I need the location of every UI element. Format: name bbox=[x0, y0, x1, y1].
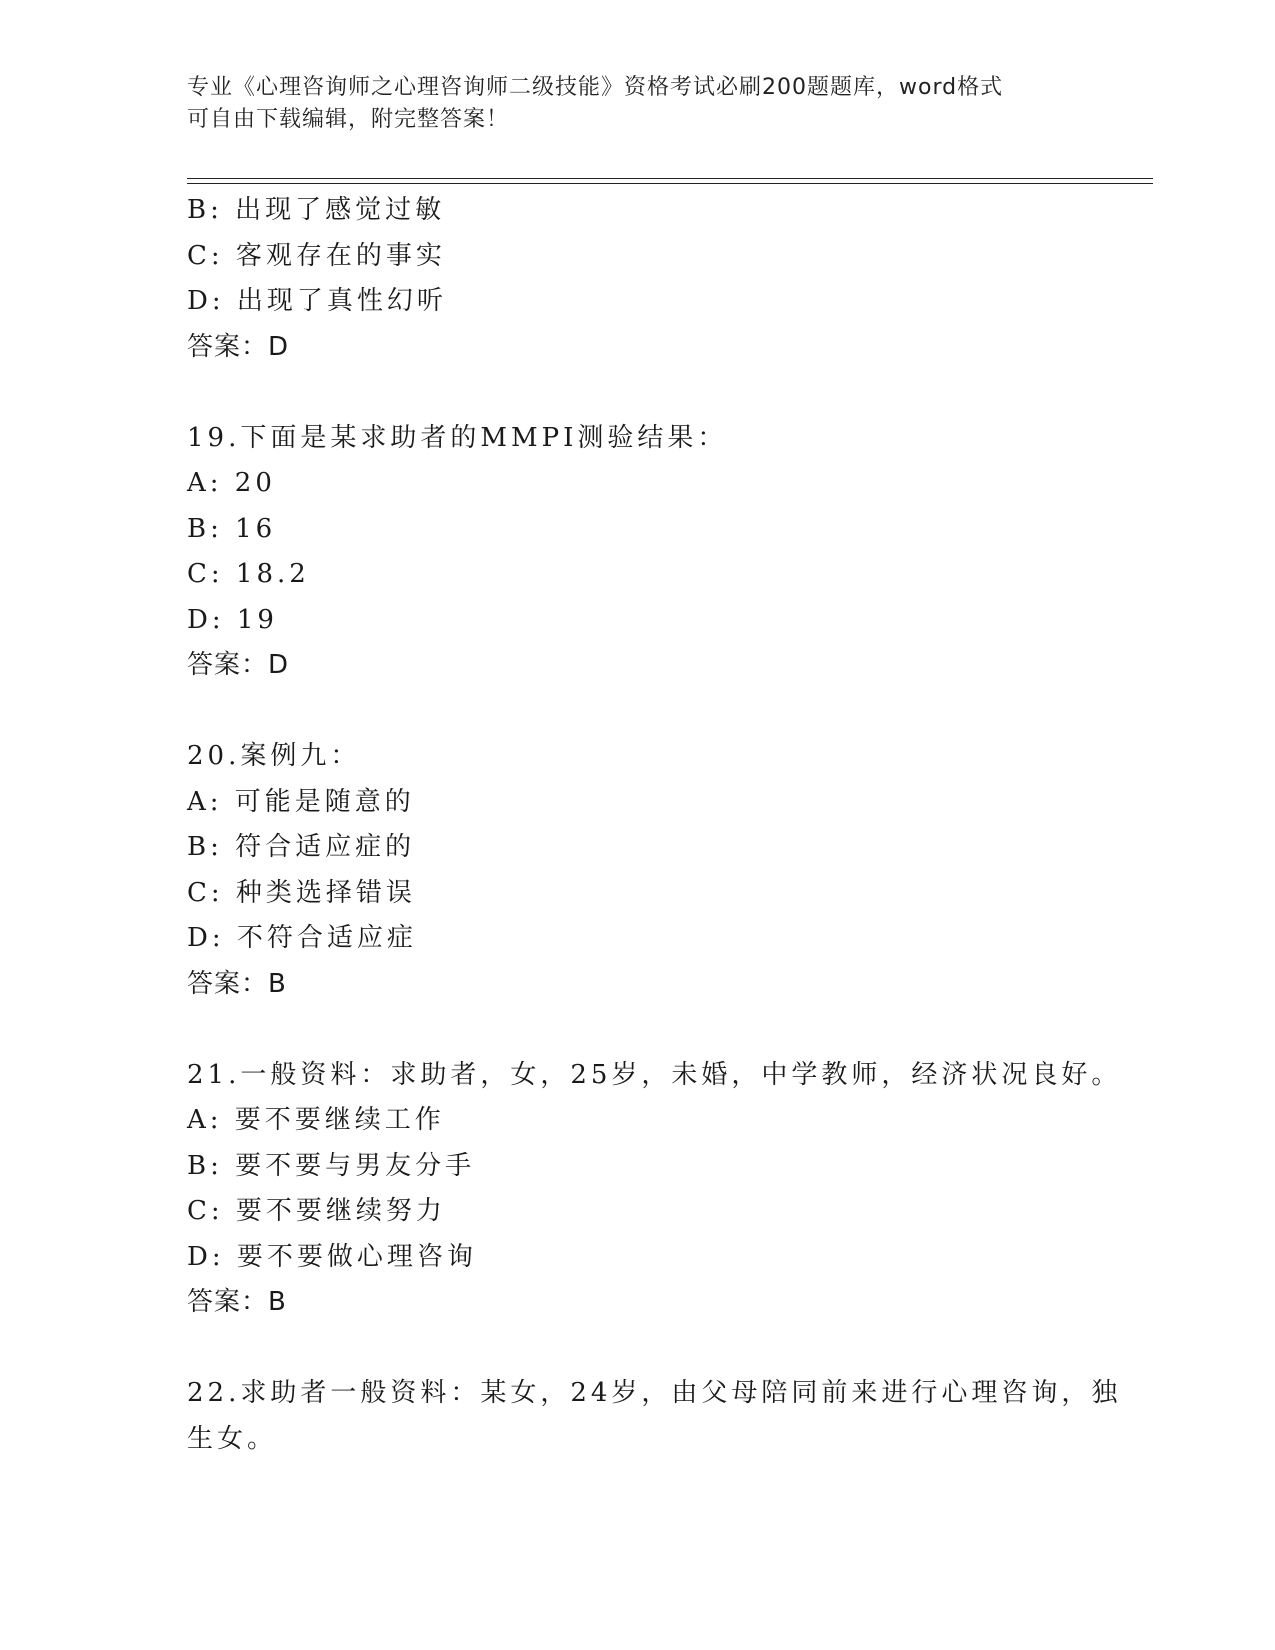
header-title-line-1: 专业《心理咨询师之心理咨询师二级技能》资格考试必刷200题题库，word格式 bbox=[187, 75, 1004, 100]
q19-option-a: A: 20 bbox=[187, 468, 276, 498]
spacer bbox=[187, 1007, 1127, 1053]
q18-answer: 答案：D bbox=[187, 331, 290, 362]
q18-option-d: D: 出现了真性幻听 bbox=[187, 286, 447, 316]
q18-option-b: B: 出现了感觉过敏 bbox=[187, 195, 446, 225]
q20-question: 20.案例九： bbox=[187, 741, 361, 771]
spacer bbox=[187, 1326, 1127, 1372]
q19-option-d: D: 19 bbox=[187, 604, 278, 635]
q22-question-line-1: 22.求助者一般资料：某女，24岁，由父母陪同前来进行心理咨询，独 bbox=[187, 1378, 1122, 1408]
q20-option-d: D: 不符合适应症 bbox=[187, 923, 417, 953]
q19-question: 19.下面是某求助者的MMPI测验结果： bbox=[187, 422, 728, 453]
q21-option-b: B: 要不要与男友分手 bbox=[187, 1150, 476, 1181]
q21-option-a: A: 要不要继续工作 bbox=[187, 1105, 445, 1135]
q20-option-b: B: 符合适应症的 bbox=[187, 832, 416, 862]
header-title-line-2: 可自由下载编辑，附完整答案！ bbox=[187, 107, 510, 132]
spacer bbox=[187, 689, 1127, 735]
spacer bbox=[187, 370, 1127, 416]
q22-question-line-2: 生女。 bbox=[187, 1423, 278, 1454]
question-content bbox=[187, 188, 1127, 1462]
q21-answer: 答案：B bbox=[187, 1287, 287, 1317]
header-divider-top bbox=[187, 178, 1153, 179]
q18-option-c: C: 客观存在的事实 bbox=[187, 240, 446, 271]
page-header bbox=[187, 72, 1087, 136]
q19-answer: 答案：D bbox=[187, 650, 290, 680]
header-divider-bottom bbox=[187, 183, 1153, 184]
q21-option-d: D: 要不要做心理咨询 bbox=[187, 1241, 477, 1272]
q20-option-a: A: 可能是随意的 bbox=[187, 786, 415, 817]
q19-option-b: B: 16 bbox=[187, 513, 277, 544]
q19-option-c: C: 18.2 bbox=[187, 559, 310, 589]
q21-option-c: C: 要不要继续努力 bbox=[187, 1196, 446, 1226]
q21-question: 21.一般资料：求助者，女，25岁，未婚，中学教师，经济状况良好。 bbox=[187, 1059, 1122, 1090]
q20-answer: 答案：B bbox=[187, 968, 287, 999]
q20-option-c: C: 种类选择错误 bbox=[187, 877, 416, 908]
